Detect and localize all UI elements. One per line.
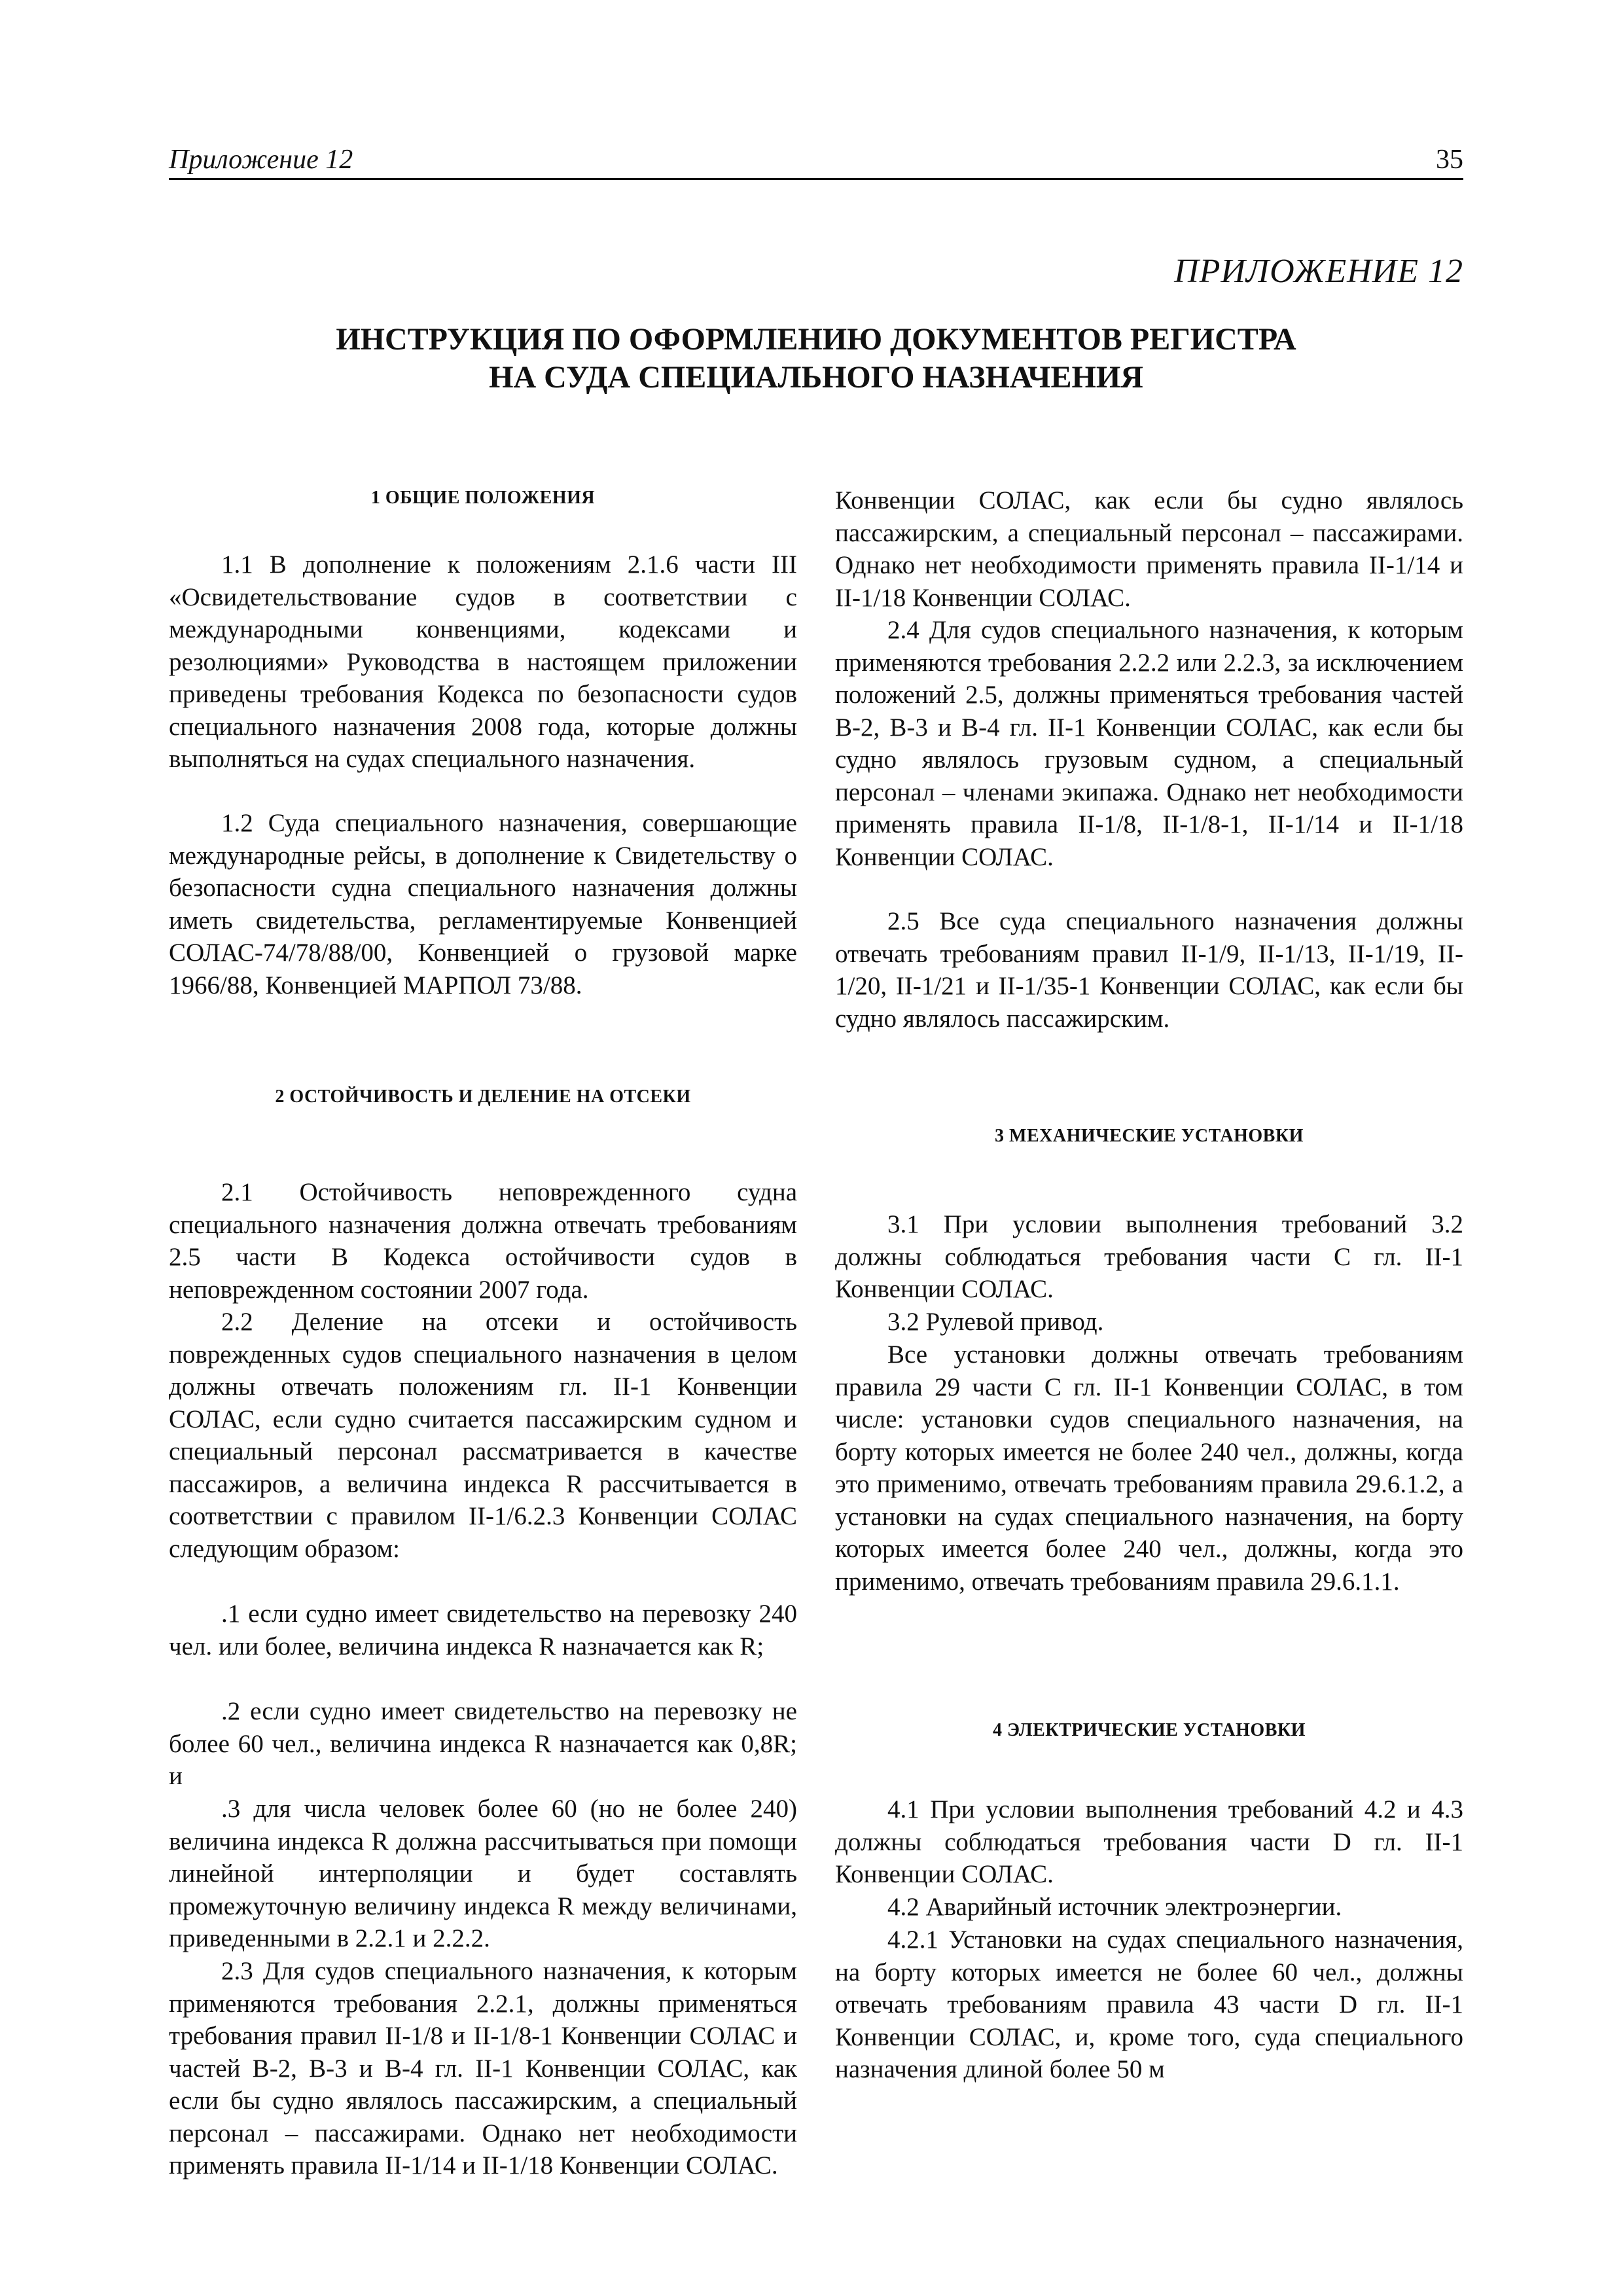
paragraph-2-4-text: 2.4 Для судов специального назначения, к которым применяются требования 2.2.2 или 2.2.3, за исключением положений 2.5, должны применяться требования частей В-2, В-3 и В-4 гл. II-1 Конвенции СОЛАС, как если бы судно являлось грузовым судном, а специальный персонал – членами экипажа. Однако нет необходимости применять правила II-1/8, II-1/8-1, II-1/14 и II-1/18 Конвенции СОЛАС. [835, 616, 1463, 871]
section-heading-1: 1 ОБЩИЕ ПОЛОЖЕНИЯ [370, 488, 596, 508]
paragraph-1-2 [169, 807, 797, 1001]
section-heading-4: 4 ЭЛЕКТРИЧЕСКИЕ УСТАНОВКИ [993, 1720, 1306, 1740]
paragraph-4-2-1 [835, 1924, 1463, 2086]
paragraph-2-4 [835, 614, 1463, 873]
paragraph-2-1 [169, 1176, 797, 1306]
paragraph-3-2-text-block [835, 1338, 1463, 1598]
document-title [169, 321, 1463, 397]
paragraph-2-3 [169, 1955, 797, 2179]
paragraph-2-2-3 [169, 1793, 797, 1955]
paragraph-1-2-text: 1.2 Суда специального назначения, совершающие международные рейсы, в дополнение к Свидетельству о безопасности судна специального назначения должны иметь свидетельства, регламентируемые Конвенцией СОЛАС-74/78/88/00, Конвенцией о грузовой марке 1966/88, Конвенцией МАРПОЛ 73/88. [169, 809, 797, 999]
section-heading-3: 3 МЕХАНИЧЕСКИЕ УСТАНОВКИ [995, 1126, 1304, 1146]
paragraph-2-2-1-text: .1 если судно имеет свидетельство на перевозку 240 чел. или более, величина индекса R назначается как R; [169, 1600, 797, 1660]
paragraph-4-1-text: 4.1 При условии выполнения требований 4.2 и 4.3 должны соблюдаться требования части D гл. II-1 Конвенции СОЛАС. [835, 1795, 1463, 1888]
paragraph-2-3-text: 2.3 Для судов специального назначения, к которым применяются требования 2.2.1, должны применяться требования правил II-1/8 и II-1/8-1 Конвенции СОЛАС и частей В-2, В-3 и В-4 гл. II-1 Конвенции СОЛАС, как если бы судно являлось пассажирским, а специальный персонал – пассажирами. Однако нет необходимости применять правила II-1/14 и II-1/18 Конвенции СОЛАС. [169, 1957, 797, 2179]
paragraph-4-2-text: 4.2 Аварийный источник электроэнергии. [887, 1893, 1342, 1921]
appendix-label: ПРИЛОЖЕНИЕ 12 [1174, 253, 1463, 290]
paragraph-4-2 [835, 1891, 1463, 1924]
document-title-line-1: ИНСТРУКЦИЯ ПО ОФОРМЛЕНИЮ ДОКУМЕНТОВ РЕГИСТРА [336, 322, 1296, 357]
paragraph-3-2 [835, 1306, 1463, 1338]
header-rule [169, 178, 1463, 180]
paragraph-1-1-text: 1.1 В дополнение к положениям 2.1.6 части III «Освидетельствование судов в соответствии с международными конвенциями, кодексами и резолюциями» Руководства в настоящем приложении приведены требования Кодекса по безопасности судов специального назначения 2008 года, которые должны выполняться на судах специального назначения. [169, 550, 797, 773]
paragraph-2-5-text: 2.5 Все суда специального назначения должны отвечать требованиям правил II-1/9, II-1/13, II-1/19, II-1/20, II-1/21 и II-1/35-1 Конвенции СОЛАС, как если бы судно являлось пассажирским. [835, 907, 1463, 1033]
paragraph-4-2-1-text: 4.2.1 Установки на судах специального назначения, на борту которых имеется не более 60 чел., должны отвечать требованиям правила 43 части D гл. II-1 Конвенции СОЛАС, и, кроме того, суда специального назначения длиной более 50 м [835, 1926, 1463, 2083]
paragraph-3-2-text: 3.2 Рулевой привод. [887, 1308, 1104, 1336]
paragraph-3-1 [835, 1208, 1463, 1306]
paragraph-4-1 [835, 1793, 1463, 1891]
running-header [169, 144, 1463, 182]
paragraph-2-2-2-text: .2 если судно имеет свидетельство на перевозку не более 60 чел., величина индекса R назначается как 0,8R; и [169, 1697, 797, 1790]
paragraph-2-2-1 [169, 1598, 797, 1662]
paragraph-2-2 [169, 1306, 797, 1565]
paragraph-2-3-continuation [835, 484, 1463, 615]
paragraph-3-1-text: 3.1 При условии выполнения требований 3.2 должны соблюдаться требования части С гл. II-1 Конвенции СОЛАС. [835, 1210, 1463, 1303]
document-title-line-2: НА СУДА СПЕЦИАЛЬНОГО НАЗНАЧЕНИЯ [489, 360, 1143, 395]
paragraph-2-2-text: 2.2 Деление на отсеки и остойчивость поврежденных судов специального назначения в целом должны отвечать положениям гл. II-1 Конвенции СОЛАС, если судно считается пассажирским судном и специальный персонал рассматривается в качестве пассажиров, а величина индекса R рассчитывается в соответствии с правилом II-1/6.2.3 Конвенции СОЛАС следующим образом: [169, 1308, 797, 1563]
paragraph-2-2-3-text: .3 для числа человек более 60 (но не более 240) величина индекса R должна рассчитываться при помощи линейной интерполяции и будет составлять промежуточную величину индекса R между величинами, приведенными в 2.2.1 и 2.2.2. [169, 1795, 797, 1952]
paragraph-1-1 [169, 548, 797, 776]
running-header-title: Приложение 12 [169, 145, 353, 175]
paragraph-2-5 [835, 905, 1463, 1035]
page-number: 35 [1436, 145, 1463, 175]
paragraph-2-2-2 [169, 1695, 797, 1793]
paragraph-2-3-continuation-text: Конвенции СОЛАС, как если бы судно являлось пассажирским, а специальный персонал – пассажирами. Однако нет необходимости применять правила II-1/14 и II-1/18 Конвенции СОЛАС. [835, 486, 1463, 612]
paragraph-3-2-body: Все установки должны отвечать требованиям правила 29 части С гл. II-1 Конвенции СОЛАС, в том числе: установки судов специального назначения, на борту которых имеется не более 240 чел., должны, когда это применимо, отвечать требованиям правила 29.6.1.2, а установки на судах специального назначения, на борту которых имеется более 240 чел., должны, когда это применимо, отвечать требованиям правила 29.6.1.1. [835, 1340, 1463, 1596]
section-heading-2: 2 ОСТОЙЧИВОСТЬ И ДЕЛЕНИЕ НА ОТСЕКИ [275, 1086, 691, 1107]
paragraph-2-1-text: 2.1 Остойчивость неповрежденного судна специального назначения должна отвечать требованиям 2.5 части В Кодекса остойчивости судов в неповрежденном состоянии 2007 года. [169, 1178, 797, 1304]
